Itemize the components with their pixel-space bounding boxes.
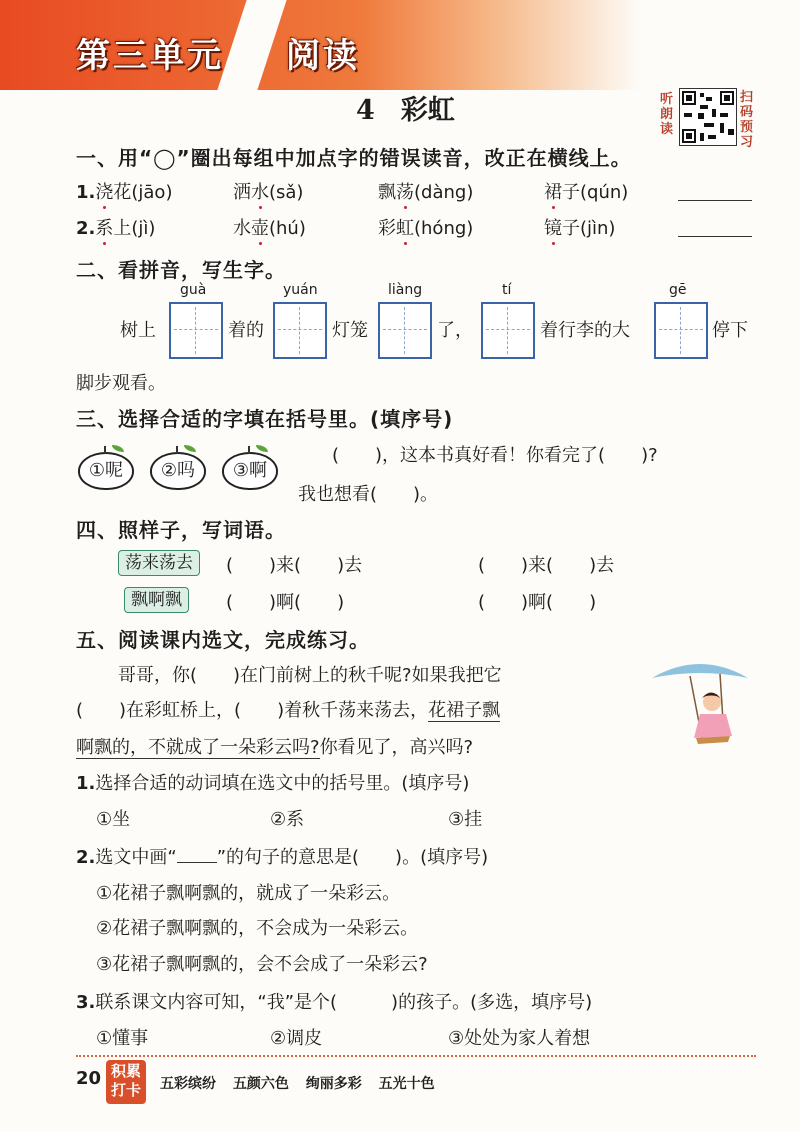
lesson-number: 4 xyxy=(356,95,375,126)
q4-row2-blank-a[interactable]: ( )啊( ) xyxy=(226,592,345,613)
writing-box-yuan[interactable] xyxy=(273,302,327,359)
q5-heading: 五、阅读课内选文，完成练习。 xyxy=(76,628,370,652)
q2-heading: 二、看拼音，写生字。 xyxy=(76,258,286,282)
underlined-sentence-end: 啊飘的，不就成了一朵彩云吗? xyxy=(76,737,320,758)
q3-sentence-2[interactable]: 我也想看( )。 xyxy=(298,484,439,505)
section-title: 阅读 xyxy=(286,36,360,76)
writing-box-ge[interactable] xyxy=(654,302,708,359)
underline-sample xyxy=(177,862,217,863)
q2-text-1: 树上 xyxy=(120,320,156,341)
q3-sentence-1[interactable]: ( )，这本书真好看！你看完了( )? xyxy=(332,445,658,466)
q4-heading: 四、照样子，写词语。 xyxy=(76,518,286,542)
q5-sub1: 1.选择合适的动词填在选文中的括号里。(填序号) xyxy=(76,773,470,794)
writing-box-gua[interactable] xyxy=(169,302,223,359)
q5-sub2-option-1: ①花裙子飘啊飘的，就成了一朵彩云。 xyxy=(96,883,401,904)
pinyin-gua: guà xyxy=(180,282,207,298)
lesson-title xyxy=(356,88,455,127)
q5-sub3[interactable]: 3.联系课文内容可知，“我”是个( )的孩子。(多选，填序号) xyxy=(76,992,593,1013)
q5-sub1-option-2: ②系 xyxy=(270,809,305,830)
q1-item-shuihu: 水壶(hú) xyxy=(233,218,306,239)
q2-text-4: 了， xyxy=(437,320,473,341)
q5-sub2-option-2: ②花裙子飘啊飘的，不会成为一朵彩云。 xyxy=(96,918,419,939)
pinyin-ti: tí xyxy=(502,282,512,298)
q2-text-line2: 脚步观看。 xyxy=(76,373,166,394)
q1-heading: 一、用“◯”圈出每组中加点字的错误读音，改正在横线上。 xyxy=(76,146,632,170)
pinyin-yuan: yuán xyxy=(283,282,318,298)
q5-sub3-option-3: ③处处为家人着想 xyxy=(448,1028,591,1049)
example-word-2: 飘啊飘 xyxy=(124,587,189,613)
qr-label-preview: 扫码预习 xyxy=(740,90,754,150)
option-apple-ma: ②吗 xyxy=(150,452,206,490)
underlined-sentence-start: 花裙子飘 xyxy=(428,700,501,721)
q3-heading: 三、选择合适的字填在括号里。(填序号) xyxy=(76,407,454,431)
writing-box-liang[interactable] xyxy=(378,302,432,359)
unit-title: 第三单元 xyxy=(76,36,224,76)
pinyin-liang: liàng xyxy=(388,282,423,298)
q4-row1-blank-b[interactable]: ( )来( )去 xyxy=(478,555,615,576)
q1-item-qunzi: 裙子(qún) xyxy=(544,182,629,203)
lesson-name: 彩虹 xyxy=(400,95,455,126)
q2-text-3: 灯笼 xyxy=(332,320,368,341)
q1-item-piaodang: 飘荡(dàng) xyxy=(378,182,474,203)
pinyin-ge: gē xyxy=(669,282,687,298)
page-number: 20 xyxy=(76,1068,102,1089)
q2-text-6: 停下 xyxy=(712,320,748,341)
passage-line-1[interactable]: 哥哥，你( )在门前树上的秋千呢?如果我把它 xyxy=(118,665,502,686)
passage-line-2[interactable]: ( )在彩虹桥上，( )着秋千荡来荡去，花裙子飘 xyxy=(76,700,501,721)
q5-sub3-option-1: ①懂事 xyxy=(96,1028,149,1049)
q2-text-2: 着的 xyxy=(228,320,264,341)
q2-text-5: 着行李的大 xyxy=(540,320,630,341)
q4-row1-blank-a[interactable]: ( )来( )去 xyxy=(226,555,363,576)
q1-answer-line-2[interactable] xyxy=(678,236,752,237)
accumulate-tag: 积累 打卡 xyxy=(106,1060,146,1104)
idiom-list: 五彩缤纷 五颜六色 绚丽多彩 五光十色 xyxy=(160,1076,435,1092)
q1-row-1: 1.浇花(jāo) xyxy=(76,182,173,203)
q1-item-caihong: 彩虹(hóng) xyxy=(378,218,474,239)
passage-line-3: 啊飘的，不就成了一朵彩云吗?你看见了，高兴吗? xyxy=(76,737,474,758)
footer-divider xyxy=(76,1055,756,1057)
writing-box-ti[interactable] xyxy=(481,302,535,359)
option-apple-a: ③啊 xyxy=(222,452,278,490)
q1-item-jingzi: 镜子(jìn) xyxy=(544,218,616,239)
qr-label-listen: 听朗读 xyxy=(660,92,674,137)
q5-sub2[interactable]: 2.选文中画“ ”的句子的意思是( )。(填序号) xyxy=(76,847,489,868)
girl-on-swing-illustration xyxy=(650,656,750,756)
q1-answer-line-1[interactable] xyxy=(678,200,752,201)
q5-sub1-option-3: ③挂 xyxy=(448,809,483,830)
q5-sub1-option-1: ①坐 xyxy=(96,809,131,830)
q4-row2-blank-b[interactable]: ( )啊( ) xyxy=(478,592,597,613)
option-apple-ne: ①呢 xyxy=(78,452,134,490)
qr-code-icon[interactable] xyxy=(679,88,737,146)
q5-sub2-option-3: ③花裙子飘啊飘的，会不会成了一朵彩云? xyxy=(96,954,428,975)
q1-item-sashui: 洒水(sǎ) xyxy=(233,182,304,203)
q1-row-2: 2.系上(jì) xyxy=(76,218,156,239)
q5-sub3-option-2: ②调皮 xyxy=(270,1028,323,1049)
example-word-1: 荡来荡去 xyxy=(118,550,200,576)
